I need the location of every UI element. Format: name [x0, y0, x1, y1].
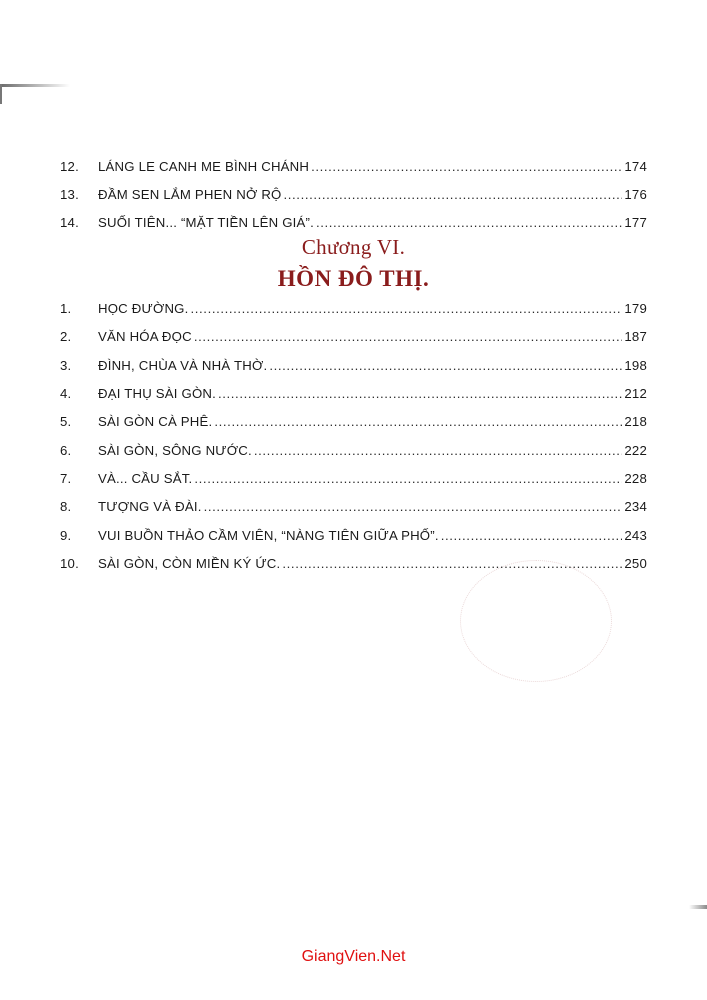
toc-entry-number: 2.: [60, 329, 72, 344]
toc-dot-leader: [218, 384, 622, 404]
toc-entry-title: LÁNG LE CANH ME BÌNH CHÁNH: [98, 159, 310, 174]
toc-dot-leader: [441, 526, 623, 546]
toc-entry-page: 198: [624, 358, 647, 373]
toc-dot-leader: [282, 554, 622, 574]
toc-dot-leader: [284, 185, 623, 205]
toc-entry-title: VÀ... CẦU SẮT.: [98, 471, 193, 486]
toc-entry-number: 5.: [60, 414, 72, 429]
chapter-title: HỒN ĐÔ THỊ.: [277, 266, 430, 291]
toc-dot-leader: [191, 299, 623, 319]
toc-entry[interactable]: [60, 384, 647, 404]
toc-entry-title: ĐẠI THỤ SÀI GÒN.: [98, 386, 216, 401]
toc-entry-page: 212: [624, 386, 647, 401]
scan-edge-right: [689, 905, 707, 909]
toc-entry[interactable]: [60, 497, 647, 517]
toc-entry-number: 12.: [60, 159, 79, 174]
toc-entry-page: 243: [624, 528, 647, 543]
chapter-label: Chương VI.: [301, 235, 406, 259]
toc-entry-page: 218: [624, 414, 647, 429]
scan-edge-top: [0, 84, 70, 87]
toc-entry[interactable]: [60, 185, 647, 205]
toc-entry-number: 13.: [60, 187, 79, 202]
toc-entry[interactable]: [60, 526, 647, 546]
toc-entry[interactable]: [60, 157, 647, 177]
toc-dot-leader: [269, 356, 622, 376]
toc-entry-title: TƯỢNG VÀ ĐÀI.: [98, 499, 202, 514]
toc-dot-leader: [194, 469, 622, 489]
toc-dot-leader: [311, 157, 622, 177]
toc-entry-title: SÀI GÒN, SÔNG NƯỚC.: [98, 443, 252, 458]
toc-entry-title: HỌC ĐƯỜNG.: [98, 301, 189, 316]
toc-entry-number: 8.: [60, 499, 72, 514]
toc-dot-leader: [254, 441, 623, 461]
toc-entry-title: VUI BUỒN THẢO CẦM VIÊN, “NÀNG TIÊN GIỮA PHỐ”.: [98, 528, 439, 543]
toc-entry-number: 10.: [60, 556, 79, 571]
toc-entry-number: 4.: [60, 386, 72, 401]
toc-entry-title: ĐÌNH, CHÙA VÀ NHÀ THỜ.: [98, 358, 268, 373]
faint-stamp-mark: [460, 560, 612, 682]
toc-entry-page: 177: [624, 215, 647, 230]
toc-entry[interactable]: [60, 554, 647, 574]
toc-entry-title: SÀI GÒN, CÒN MIỀN KÝ ỨC.: [98, 556, 281, 571]
toc-entry[interactable]: [60, 469, 647, 489]
toc-entry[interactable]: [60, 299, 647, 319]
toc-entry-page: 222: [624, 443, 647, 458]
toc-entry[interactable]: [60, 412, 647, 432]
toc-entry-page: 176: [624, 187, 647, 202]
toc-entry-number: 14.: [60, 215, 79, 230]
toc-dot-leader: [214, 412, 622, 432]
toc-dot-leader: [316, 213, 622, 233]
toc-entry-title: SÀI GÒN CÀ PHÊ.: [98, 414, 213, 429]
toc-entry-page: 234: [624, 499, 647, 514]
footer-credit[interactable]: GiangVien.Net: [301, 948, 406, 965]
toc-entry[interactable]: [60, 327, 647, 347]
toc-entry[interactable]: [60, 441, 647, 461]
toc-entry-number: 7.: [60, 471, 72, 486]
toc-entry-number: 9.: [60, 528, 72, 543]
scan-edge-left: [0, 84, 2, 104]
toc-entry[interactable]: [60, 356, 647, 376]
toc-entry-title: ĐẦM SEN LẮM PHEN NỞ RỘ: [98, 187, 282, 202]
toc-entry[interactable]: [60, 213, 647, 233]
toc-entry-number: 3.: [60, 358, 72, 373]
toc-entry-title: VĂN HÓA ĐỌC: [98, 329, 192, 344]
toc-entry-page: 187: [624, 329, 647, 344]
toc-dot-leader: [204, 497, 623, 517]
toc-entry-title: SUỐI TIÊN... “MẶT TIỀN LÊN GIÁ”.: [98, 215, 314, 230]
toc-entry-page: 250: [624, 556, 647, 571]
toc-entry-number: 6.: [60, 443, 72, 458]
toc-entry-page: 179: [624, 301, 647, 316]
toc-entry-page: 174: [624, 159, 647, 174]
toc-dot-leader: [194, 327, 623, 347]
toc-entry-number: 1.: [60, 301, 72, 316]
toc-entry-page: 228: [624, 471, 647, 486]
